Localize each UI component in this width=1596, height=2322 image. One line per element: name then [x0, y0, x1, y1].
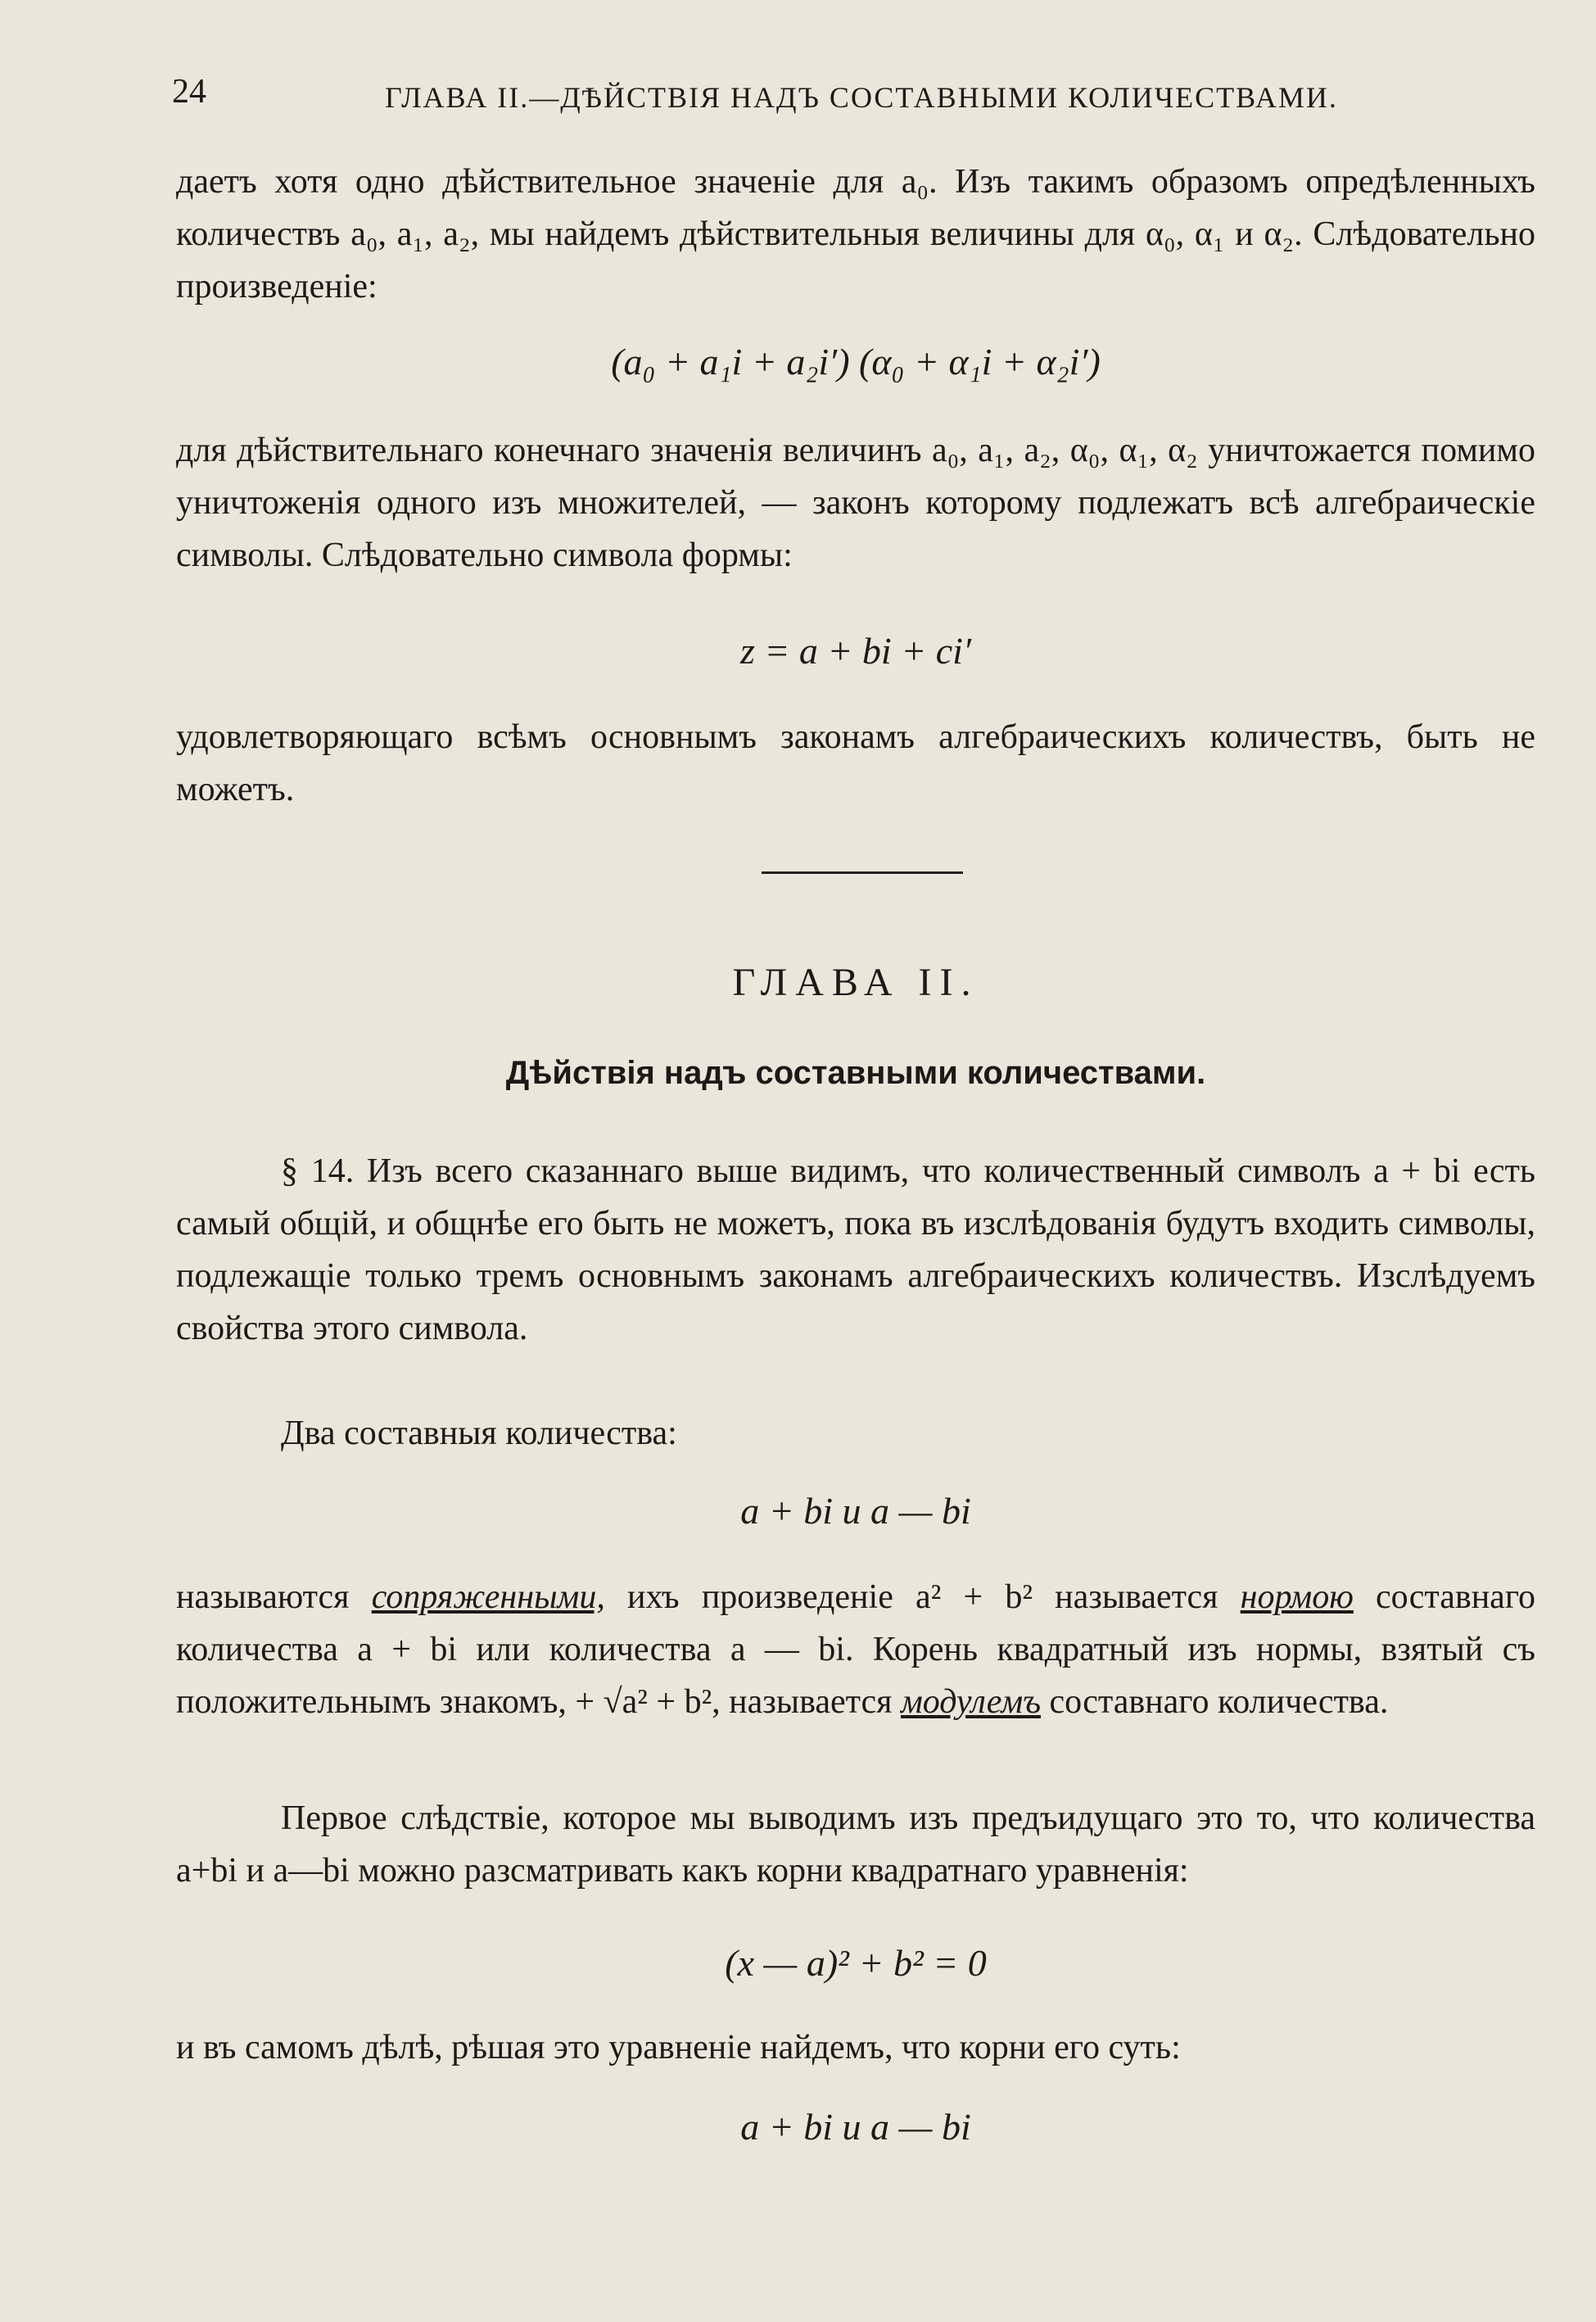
term-conjugate: сопряженными,	[371, 1578, 605, 1616]
paragraph-8: и въ самомъ дѣлѣ, рѣшая это уравненіе найдемъ, что корни его суть:	[176, 2029, 1181, 2066]
chapter-subtitle: Дѣйствія надъ составными количествами.	[505, 1055, 1206, 1091]
page-number: 24	[172, 73, 206, 111]
paragraph-5: Два составныя количества:	[281, 1414, 677, 1452]
term-modulus: модулемъ	[900, 1683, 1041, 1721]
paragraph-section-14: § 14. Изъ всего сказаннаго выше видимъ, что количественный символъ a + bi есть самый общій, и общнѣе его быть не можетъ, пока въ изслѣдованія будутъ входить символы, подлежащіе только тремъ основнымъ законамъ алгебраическихъ количествъ. Изслѣдуемъ свойства этого символа.	[176, 1152, 1535, 1347]
paragraph-3: удовлетворяющаго всѣмъ основнымъ законамъ алгебраическихъ количествъ, быть не можетъ.	[176, 718, 1535, 808]
text-run: называются	[176, 1578, 372, 1616]
page-header	[172, 72, 1531, 121]
formula-product: (a₀ + a₁i + a₂i′) (α₀ + α₁i + α₂i′)	[611, 341, 1101, 382]
paragraph-1: даетъ хотя одно дѣйствительное значеніе для a₀. Изъ такимъ образомъ опредѣленныхъ количествъ a₀, a₁, a₂, мы найдемъ дѣйствительныя величины для α₀, α₁ и α₂. Слѣдовательно произведеніе:	[176, 163, 1535, 306]
formula-conjugates: a + bi и a — bi	[740, 1490, 971, 1532]
text-run: составнаго количества a + bi или количества a — bi. Корень квадратный изъ нормы, взятый съ положительнымъ знакомъ, + √a² + b², называется	[176, 1578, 1536, 1721]
term-norm: нормою	[1240, 1578, 1354, 1616]
paragraph-2: для дѣйствительнаго конечнаго значенія величинъ a₀, a₁, a₂, α₀, α₁, α₂ уничтожается помимо уничтоженія одного изъ множителей, — законъ которому подлежатъ всѣ алгебраическіе символы. Слѣдовательно символа формы:	[176, 432, 1535, 574]
running-head: ГЛАВА II.—ДѢЙСТВІЯ НАДЪ СОСТАВНЫМИ КОЛИЧЕСТВАМИ.	[385, 81, 1338, 114]
chapter-title: ГЛАВА II.	[732, 961, 979, 1004]
text-run: ихъ произведеніе a² + b² называется	[604, 1578, 1241, 1616]
paragraph-7: Первое слѣдствіе, которое мы выводимъ изъ предъидущаго это то, что количества a+bi и a—bi можно разсматривать какъ корни квадратнаго уравненія:	[176, 1799, 1535, 1890]
formula-z: z = a + bi + ci′	[739, 630, 972, 672]
section-divider	[762, 871, 963, 874]
text-run: составнаго количества.	[1041, 1683, 1389, 1721]
paragraph-6	[176, 1571, 1535, 1728]
formula-roots: a + bi и a — bi	[740, 2106, 971, 2148]
formula-quadratic: (x — a)² + b² = 0	[725, 1942, 987, 1984]
